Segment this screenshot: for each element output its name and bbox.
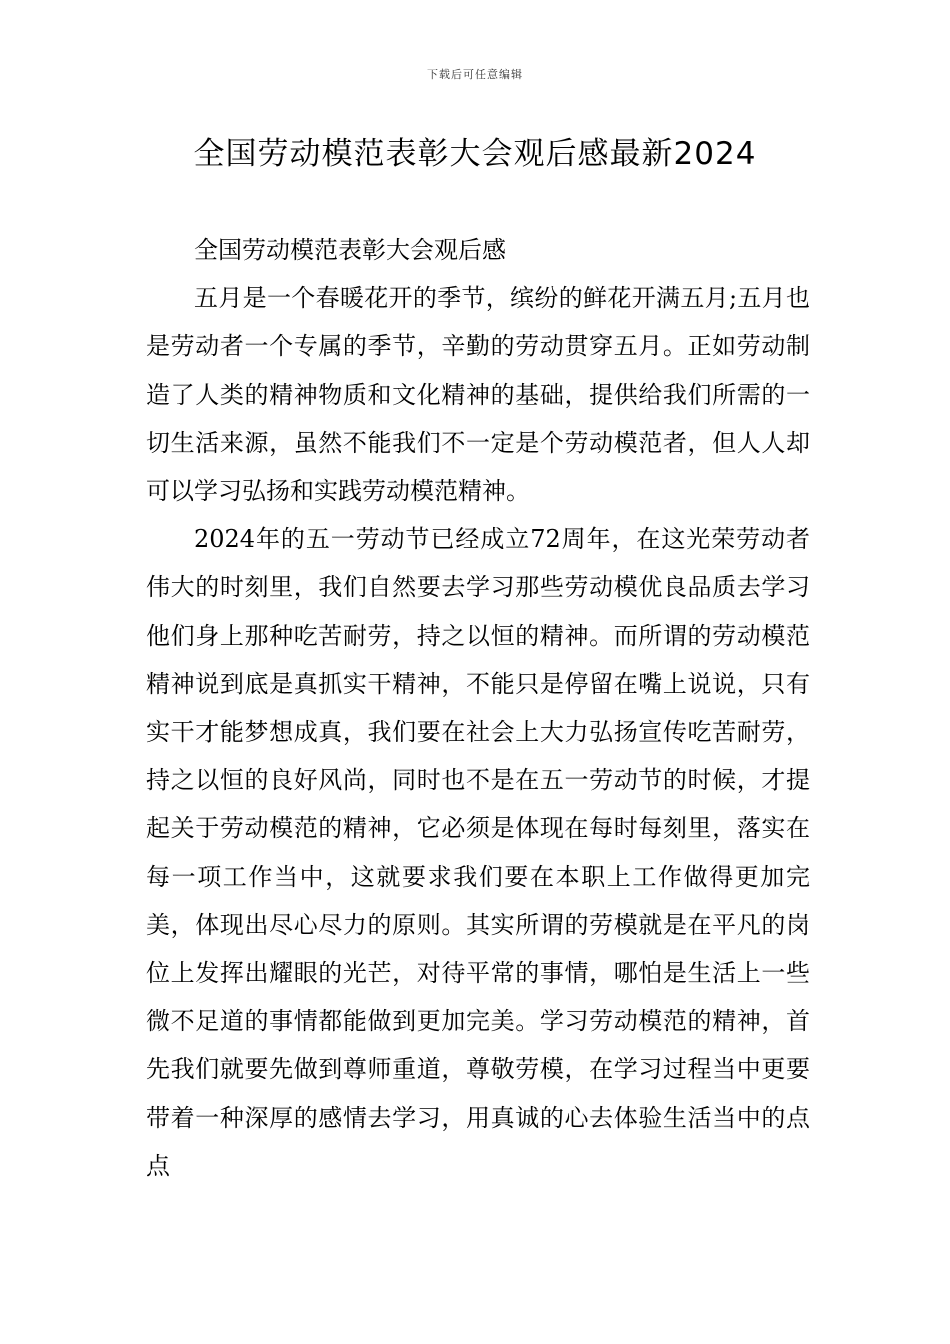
download-note: 下载后可任意编辑 bbox=[427, 68, 523, 81]
document-body bbox=[146, 226, 810, 1190]
document-title: 全国劳动模范表彰大会观后感最新2024 bbox=[193, 136, 757, 172]
paragraph-2: 2024年的五一劳动节已经成立72周年，在这光荣劳动者伟大的时刻里，我们自然要去学习那些劳动模优良品质去学习他们身上那种吃苦耐劳，持之以恒的精神。而所谓的劳动模范精神说到底是真抓实干精神，不能只是停留在嘴上说说，只有实干才能梦想成真，我们要在社会上大力弘扬宣传吃苦耐劳，持之以恒的良好风尚，同时也不是在五一劳动节的时候，才提起关于劳动模范的精神，它必须是体现在每时每刻里，落实在每一项工作当中，这就要求我们要在本职上工作做得更加完美，体现出尽心尽力的原则。其实所谓的劳模就是在平凡的岗位上发挥出耀眼的光芒，对待平常的事情，哪怕是生活上一些微不足道的事情都能做到更加完美。学习劳动模范的精神，首先我们就要先做到尊师重道，尊敬劳模，在学习过程当中更要带着一种深厚的感情去学习，用真诚的心去体验生活当中的点点 bbox=[146, 525, 810, 1180]
document-subtitle: 全国劳动模范表彰大会观后感 bbox=[194, 236, 506, 264]
paragraph-1: 五月是一个春暖花开的季节，缤纷的鲜花开满五月;五月也是劳动者一个专属的季节，辛勤的劳动贯穿五月。正如劳动制造了人类的精神物质和文化精神的基础，提供给我们所需的一切生活来源，虽然不能我们不一定是个劳动模范者，但人人却可以学习弘扬和实践劳动模范精神。 bbox=[146, 284, 810, 506]
